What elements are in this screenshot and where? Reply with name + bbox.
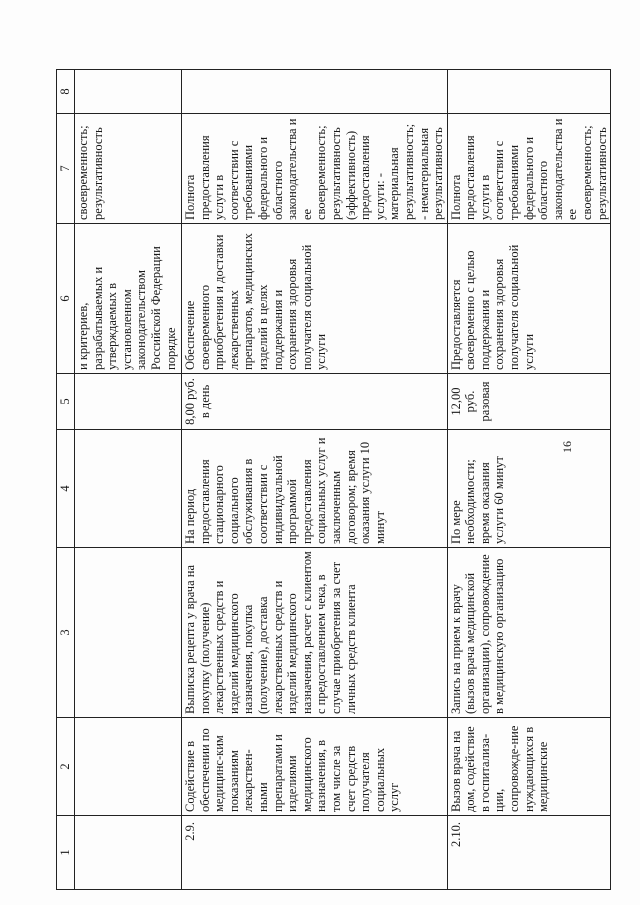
cont-cell-5 (75, 374, 182, 430)
service-price: 8,00 руб. в день (182, 374, 448, 430)
header-col-8: 8 (57, 70, 75, 114)
cont-cell-3 (75, 548, 182, 718)
service-description: Выписка рецепта у врача на покупку (получение) лекарственных средств и изделий медицинского назначения, покупка (получение), доставка лекарственных средств и изделий медицинского назначения, расчет с клиентом с предоставлением чека, в случае приобретения за счет личных средств клиента (182, 548, 448, 718)
header-col-2: 2 (57, 718, 75, 816)
service-name: Вызов врача на дом, содействие в госпитализа-ции, сопровожде-ние нуждающихся в медицинские (447, 718, 611, 816)
row-number: 2.10. (447, 816, 611, 890)
services-table (56, 69, 611, 890)
table-row (182, 70, 448, 890)
header-col-1: 1 (57, 816, 75, 890)
service-indicators: Полнота предоставления услуги в соответствии с требованиями федерального и областного законодательства и ее своевременность; результативность (эффективность) предоставления услуги: - материальная результативность; - нематериальная результативность (182, 114, 448, 224)
service-conditions: Предоставляется своевременно с целью поддержания и сохранения здоровья получателя социальной услуги (447, 224, 611, 374)
rotated-table-sheet (56, 70, 609, 890)
cont-cell-8 (75, 70, 182, 114)
service-terms: По мере необходимости; время оказания услуги 60 минут (447, 430, 611, 548)
header-row (57, 70, 75, 890)
service-description: Запись на прием к врачу (вызов врача медицинской организации), сопровождение в медицинскую организацию (447, 548, 611, 718)
page-number: 16 (560, 441, 574, 453)
header-col-3: 3 (57, 548, 75, 718)
service-notes (182, 70, 448, 114)
service-notes (447, 70, 611, 114)
cont-conditions: и критериев, разрабатываемых и утверждаемых в установленном законодательством Российской Федерации порядке (75, 224, 182, 374)
service-price: 12,00 руб. разовая (447, 374, 611, 430)
header-col-7: 7 (57, 114, 75, 224)
table-row (447, 70, 611, 890)
cont-cell-1 (75, 816, 182, 890)
header-col-5: 5 (57, 374, 75, 430)
service-terms: На период предоставления стационарного социального обслуживания в соответствии с индивидуальной программой предоставления социальных услуг и заключенным договором; время оказания услуги 10 минут (182, 430, 448, 548)
cont-cell-2 (75, 718, 182, 816)
header-col-6: 6 (57, 224, 75, 374)
row-number: 2.9. (182, 816, 448, 890)
service-conditions: Обеспечение своевременного приобретения и доставки лекарственных препаратов, медицинских изделий в целях поддержания и сохранения здоровья получателя социальной услуги (182, 224, 448, 374)
header-col-4: 4 (57, 430, 75, 548)
service-indicators: Полнота предоставления услуги в соответствии с требованиями федерального и областного законодательства и ее своевременность; результативность (447, 114, 611, 224)
continuation-row (75, 70, 182, 890)
service-name: Содействие в обеспечении по медицинс-ким показаниям лекарствен-ными препаратами и изделиями медицинского назначения, в том числе за счет средств получателя социальных услуг (182, 718, 448, 816)
cont-indicators: своевременность; результативность (75, 114, 182, 224)
cont-cell-4 (75, 430, 182, 548)
